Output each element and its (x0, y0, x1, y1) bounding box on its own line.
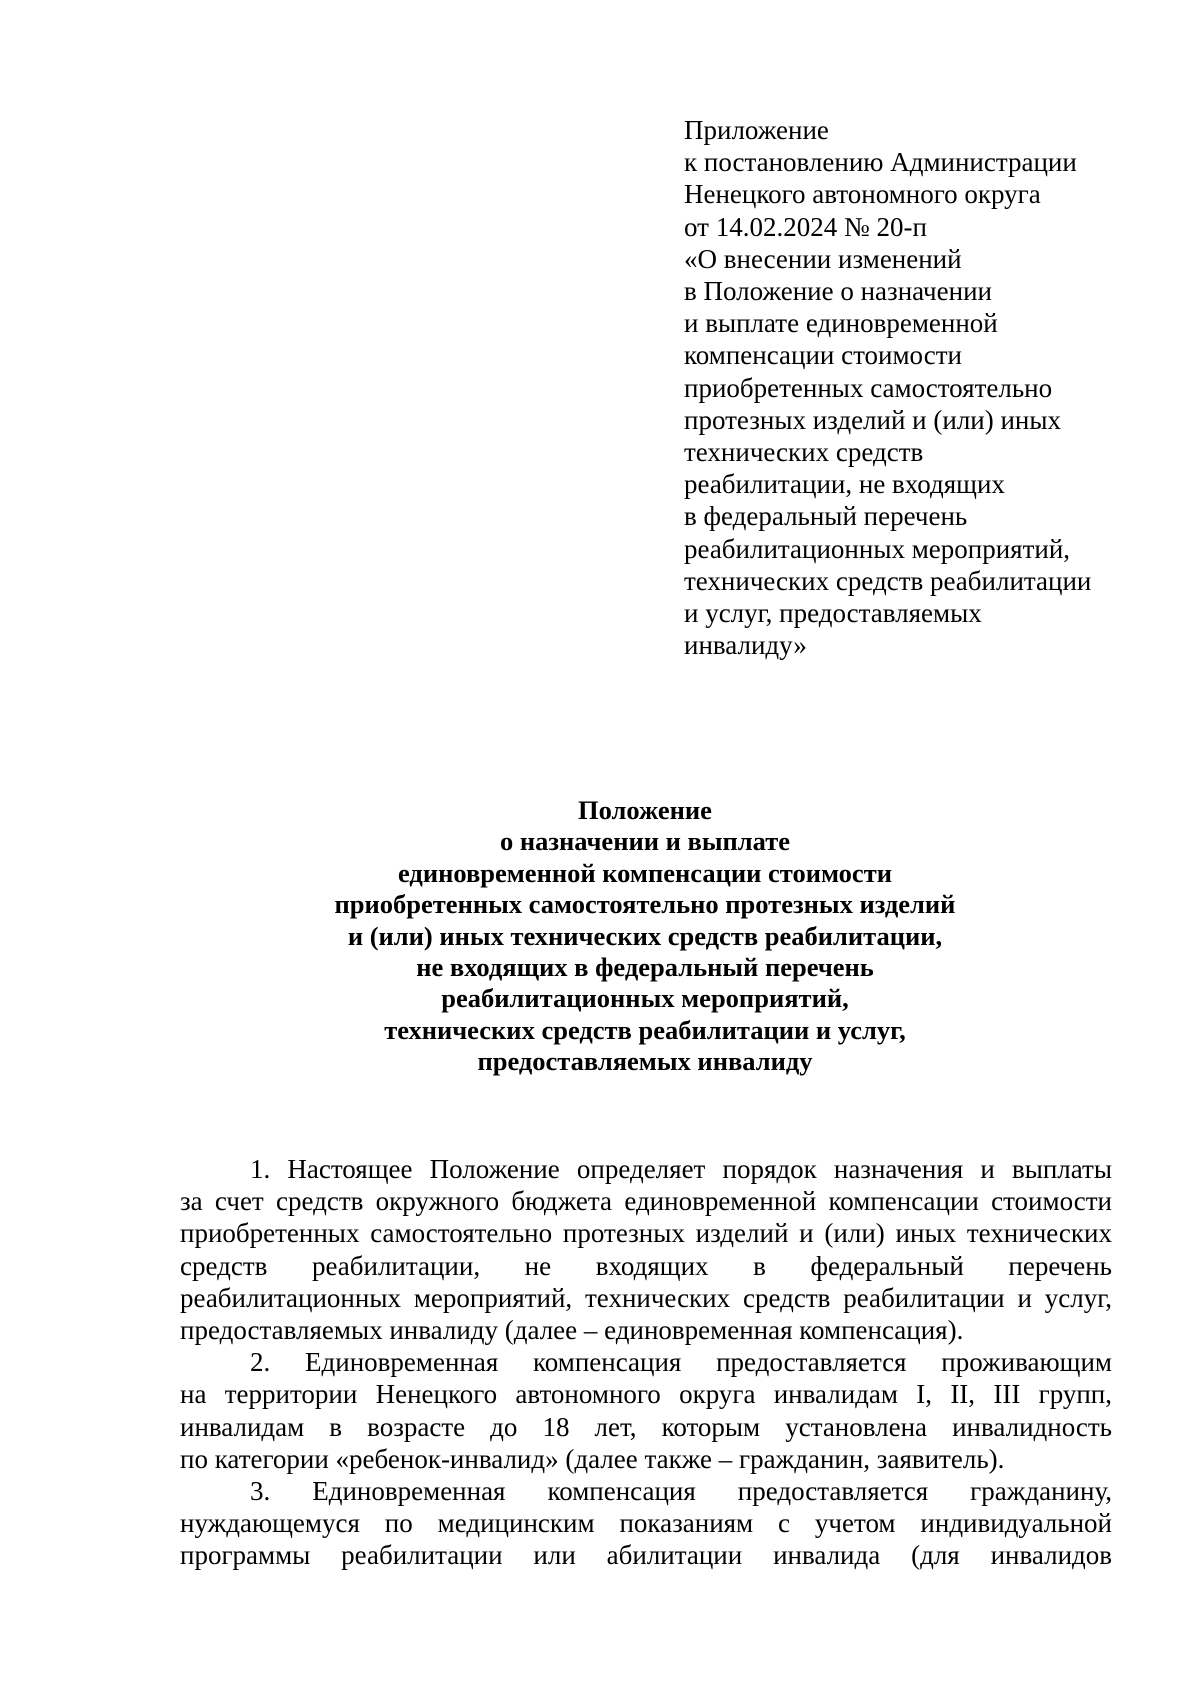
appendix-line: компенсации стоимости (684, 340, 962, 371)
title-line: о назначении и выплате (499, 826, 790, 857)
paragraph-2 (180, 1346, 1112, 1475)
title-line: приобретенных самостоятельно протезных изделий (334, 889, 956, 920)
paragraph-line: на территории Ненецкого автономного округа инвалидам I, II, III групп, (180, 1379, 1112, 1410)
paragraph-line: инвалидам в возрасте до 18 лет, которым установлена инвалидность (180, 1411, 1112, 1442)
paragraph-line: нуждающемуся по медицинским показаниям с учетом индивидуальной (180, 1508, 1112, 1539)
appendix-line: реабилитации, не входящих (684, 469, 1005, 500)
appendix-line: технических средств реабилитации (684, 565, 1092, 596)
paragraph-line: 2. Единовременная компенсация предоставляется проживающим (250, 1347, 1112, 1378)
document-title (150, 795, 1140, 1078)
title-line: Положение (578, 795, 712, 825)
document-body (180, 1153, 1112, 1572)
title-line: не входящих в федеральный перечень (416, 952, 874, 983)
paragraph-line: за счет средств окружного бюджета единовременной компенсации стоимости (180, 1186, 1112, 1217)
appendix-line: реабилитационных мероприятий, (684, 533, 1071, 564)
title-line: предоставляемых инвалиду (477, 1046, 813, 1077)
paragraph-line: предоставляемых инвалиду (далее – единовременная компенсация). (180, 1315, 964, 1346)
appendix-line: приобретенных самостоятельно (684, 372, 1053, 403)
appendix-line: Приложение (684, 115, 829, 145)
paragraph-line: 1. Настоящее Положение определяет порядок назначения и выплаты (250, 1154, 1112, 1184)
title-line: технических средств реабилитации и услуг, (384, 1014, 906, 1045)
appendix-block (684, 114, 1154, 661)
appendix-line: от 14.02.2024 № 20-п (684, 211, 927, 242)
paragraph-line: приобретенных самостоятельно протезных изделий и (или) иных технических (180, 1218, 1112, 1249)
appendix-line: в Положение о назначении (684, 276, 992, 307)
paragraph-line: по категории «ребенок-инвалид» (далее также – гражданин, заявитель). (180, 1443, 1005, 1474)
title-line: реабилитационных мероприятий, (441, 983, 849, 1014)
appendix-line: к постановлению Администрации (684, 147, 1077, 178)
appendix-line: Ненецкого автономного округа (684, 179, 1041, 210)
paragraph-3 (180, 1475, 1112, 1572)
appendix-line: и услуг, предоставляемых (684, 598, 982, 629)
title-line: единовременной компенсации стоимости (398, 857, 892, 888)
paragraph-line: программы реабилитации или абилитации инвалида (для инвалидов (180, 1540, 1112, 1571)
paragraph-line: средств реабилитации, не входящих в федеральный перечень (180, 1250, 1112, 1281)
appendix-line: «О внесении изменений (684, 243, 962, 274)
appendix-line: в федеральный перечень (684, 501, 968, 532)
appendix-line: инвалиду» (684, 630, 807, 661)
appendix-line: и выплате единовременной (684, 308, 998, 339)
paragraph-1 (180, 1153, 1112, 1346)
paragraph-line: реабилитационных мероприятий, технических средств реабилитации и услуг, (180, 1282, 1112, 1313)
appendix-line: технических средств (684, 437, 924, 468)
title-line: и (или) иных технических средств реабилитации, (347, 920, 943, 951)
paragraph-line: 3. Единовременная компенсация предоставляется гражданину, (250, 1476, 1112, 1507)
appendix-line: протезных изделий и (или) иных (684, 404, 1062, 435)
